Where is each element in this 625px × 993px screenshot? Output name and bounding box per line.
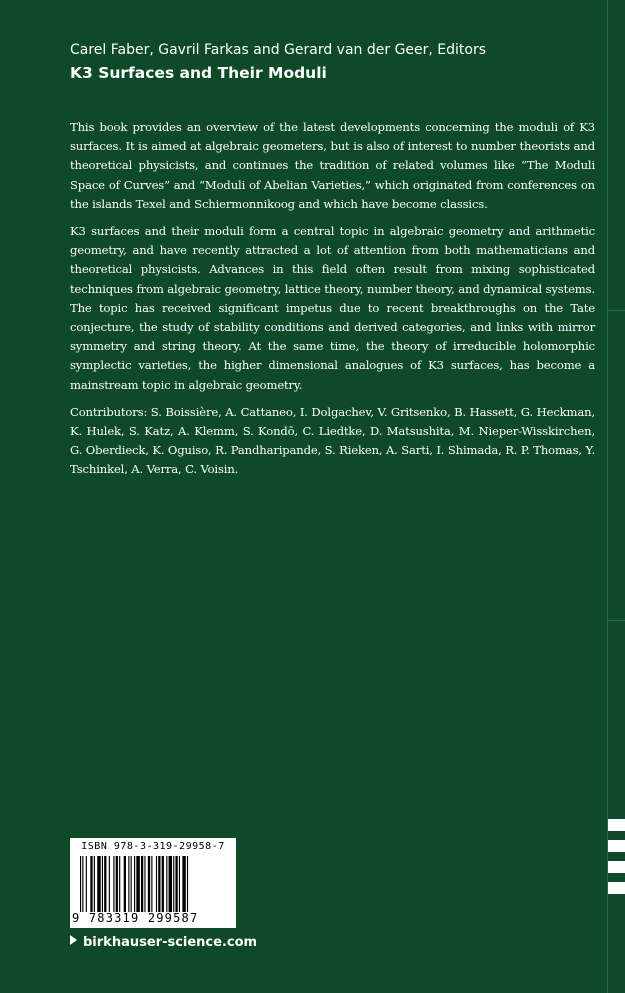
barcode-block [70, 838, 236, 928]
spine-tick [607, 310, 625, 311]
paragraph-overview: This book provides an overview of the latest developments concerning the moduli of K3 surfaces. It is aimed at algebraic geometers, but is also of interest to number theorists and theoretical physicists, and continues the tradition of related volumes like “The Moduli Space of Curves” and “Moduli of Abelian Varieties,” which originated from conferences on the islands Texel and Schiermonnikoog and which have become classics. [70, 120, 595, 211]
website-text: birkhauser-science.com [83, 935, 258, 950]
paragraph-topic: K3 surfaces and their moduli form a central topic in algebraic geometry and arithmetic geometry, and have recently attracted a lot of attention from both mathematicians and theoretical physicists. Advances in this field often result from mixing sophisticated techniques from algebraic geometry, lattice theory, number theory, and dynamical systems. The topic has received significant impetus due to recent breakthroughs on the Tate conjecture, the study of stability conditions and derived categories, and links with mirror symmetry and string theory. At the same time, the theory of irreducible holomorphic symplectic varieties, the higher dimensional analogues of K3 surfaces, has become a mainstream topic in algebraic geometry. [70, 224, 595, 392]
arrow-right-icon [70, 935, 77, 945]
editors: Carel Faber, Gavril Farkas and Gerard van der Geer, Editors [70, 42, 487, 58]
isbn-label: ISBN 978-3-319-29958-7 [81, 841, 225, 852]
publisher-mark-icon [608, 819, 625, 903]
description [70, 118, 595, 488]
paragraph-contributors: Contributors: S. Boissière, A. Cattaneo, I. Dolgachev, V. Gritsenko, B. Hassett, G. Heckman, K. Hulek, S. Katz, A. Klemm, S. Kondō, C. Liedtke, D. Matsushita, M. Nieper-Wisskirchen, G. Oberdieck, K. Oguiso, R. Pandharipande, S. Rieken, A. Sarti, I. Shimada, R. P. Thomas, Y. Tschinkel, A. Verra, C. Voisin. [70, 404, 595, 477]
barcode-icon [80, 856, 226, 912]
spine-tick [607, 620, 625, 621]
website-link[interactable] [70, 935, 257, 950]
book-title: K3 Surfaces and Their Moduli [70, 64, 327, 82]
barcode-digits: 9 783319 299587 [72, 911, 199, 925]
